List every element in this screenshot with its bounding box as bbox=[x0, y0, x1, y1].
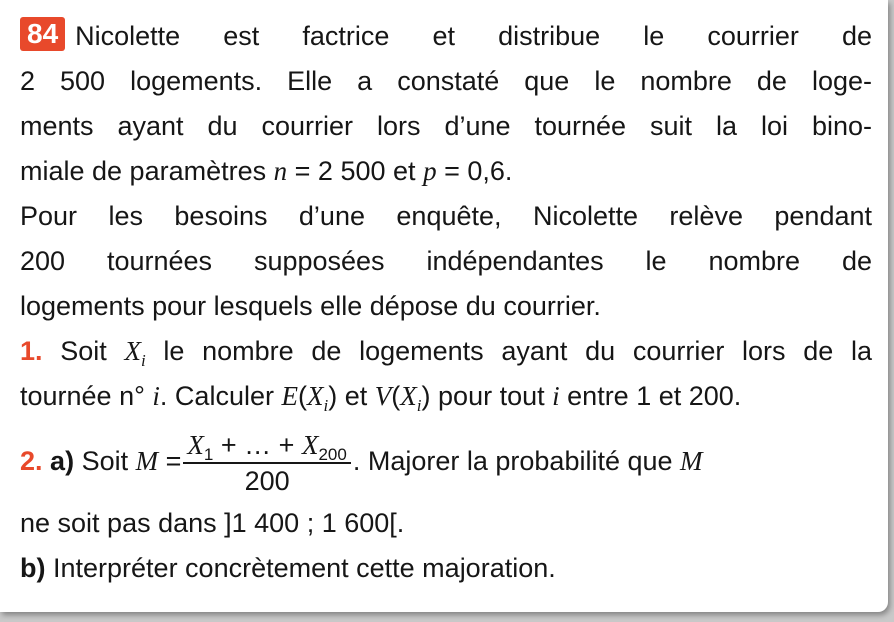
intro-line-1 bbox=[20, 14, 872, 59]
fraction-numerator: $X_1$ + … + $X_{200}$ bbox=[183, 428, 350, 464]
q1-line-1 bbox=[20, 329, 872, 374]
q1-expectation: E bbox=[281, 381, 298, 411]
q1-variance: V bbox=[374, 381, 392, 411]
q2a-line-1 bbox=[20, 421, 872, 501]
intro-line-5: Pour les besoins d’une enquête, Nicolette relève pendant bbox=[20, 201, 872, 231]
q2-M: M bbox=[135, 446, 159, 476]
param-n-symbol: n bbox=[273, 156, 288, 186]
q2-M2: M bbox=[680, 446, 703, 476]
intro-line-2: 2 500 logements. Elle a constaté que le nombre de loge- bbox=[20, 66, 872, 96]
q1-var: X bbox=[124, 336, 141, 366]
q2-part-b: b) bbox=[20, 553, 46, 583]
intro-line-4 bbox=[20, 149, 872, 194]
q2-after-frac: . Majorer la probabilité que bbox=[352, 446, 673, 476]
fraction-denominator: 200 bbox=[244, 465, 290, 496]
q2a-line-2: ne soit pas dans ]1 400 ; 1 600[. bbox=[20, 508, 405, 538]
q1-tournee: tournée n° bbox=[20, 381, 145, 411]
q1-et: et bbox=[344, 381, 368, 411]
q2-soit: Soit bbox=[81, 446, 129, 476]
q1-var-sub: i bbox=[140, 351, 146, 370]
q1-calc: . Calculer bbox=[159, 381, 274, 411]
q2-part-a: a) bbox=[50, 446, 75, 476]
q1-end: pour tout bbox=[438, 381, 545, 411]
param-n-value: = 2 500 bbox=[294, 156, 386, 186]
intro-line-6: 200 tournées supposées indépendantes le nombre de bbox=[20, 246, 872, 276]
intro-line-7: logements pour lesquels elle dépose du courrier. bbox=[20, 291, 601, 321]
param-and: et bbox=[393, 156, 416, 186]
q2b-line bbox=[20, 546, 872, 591]
param-p-symbol: p bbox=[423, 156, 437, 186]
q1-index-i: i bbox=[152, 381, 160, 411]
intro-text-4: miale de paramètres bbox=[20, 156, 267, 186]
q1-text: le nombre de logements ayant du courrier lors de la bbox=[163, 336, 872, 366]
exercise-content bbox=[20, 14, 872, 591]
param-p-value: = 0,6. bbox=[444, 156, 513, 186]
intro-text-1: Nicolette est factrice et distribue le courrier de bbox=[75, 21, 872, 51]
q2-part-b-text: Interpréter concrètement cette majoration. bbox=[53, 553, 556, 583]
q2-number: 2. bbox=[20, 446, 43, 476]
q2-equals: = bbox=[165, 446, 182, 476]
intro-line-3: ments ayant du courrier lors d’une tournée suit la loi bino- bbox=[20, 111, 872, 141]
q1-line-2: tournée n° i. Calculer $E(X_i)$ et $V(X_i)$ pour tout i entre 1 et 200. bbox=[20, 381, 742, 415]
q1-end-i: i bbox=[552, 381, 560, 411]
q1-end-tail: entre 1 et 200. bbox=[567, 381, 742, 411]
q1-number: 1. bbox=[20, 336, 43, 366]
exercise-number-badge: 84 bbox=[20, 17, 65, 51]
q1-soit: Soit bbox=[60, 336, 107, 366]
mean-fraction bbox=[183, 428, 350, 498]
